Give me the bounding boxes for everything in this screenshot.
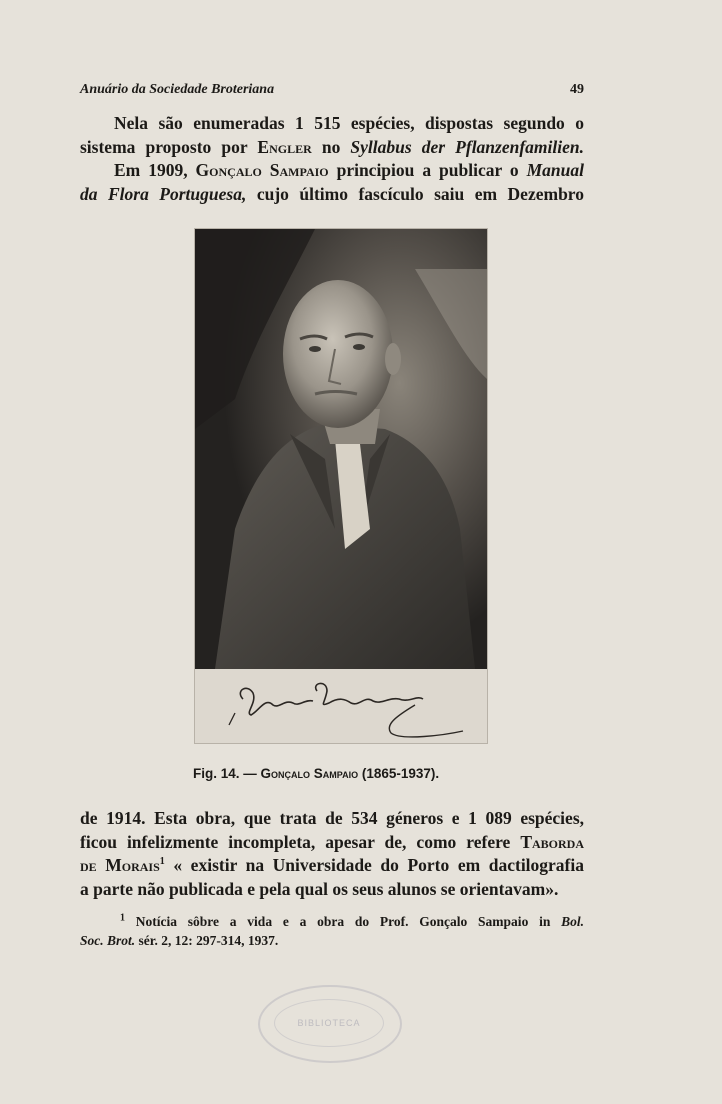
journal-abbrev: Bol. [561, 914, 584, 929]
text-span: no [311, 136, 351, 157]
handwritten-signature [195, 669, 487, 743]
portrait-figure [194, 228, 488, 744]
footnote-line [80, 912, 584, 931]
text-span: principiou a publicar o [328, 160, 527, 180]
text-line [80, 136, 584, 160]
portrait-illustration [195, 229, 487, 669]
library-stamp [258, 985, 402, 1063]
signature-area [195, 669, 487, 743]
text-span: : 297-314, 1937. [188, 933, 279, 948]
book-title-syllabus: Syllabus der Pflanzenfamilien. [350, 136, 585, 157]
text-line: a parte não publicada e pela qual os seus alunos se orientavam». [80, 878, 559, 899]
footnote-number: 1 [120, 912, 125, 924]
caption-prefix: Fig. 14. — [193, 766, 261, 781]
caption-name: Gonçalo Sampaio [260, 766, 359, 781]
volume-number: 12 [174, 933, 189, 948]
text-line [80, 854, 584, 878]
text-span: Em 1909, [114, 160, 196, 180]
text-span: sér. 2, [135, 933, 175, 948]
text-line [80, 159, 584, 183]
page-number: 49 [570, 82, 584, 97]
footnote [80, 912, 584, 950]
footnote-line [80, 931, 584, 950]
text-span: Notícia sôbre a vida e a obra do Prof. Gonçalo Sampaio in [125, 914, 562, 929]
text-span: cujo último fascículo saiu em Dezembro [246, 183, 584, 204]
paragraph-top [80, 112, 584, 206]
text-line [80, 183, 584, 207]
text-line: de 1914. Esta obra, que trata de 534 géneros e 1 089 espécies, [80, 808, 584, 828]
footnote-ref: 1 [159, 856, 165, 868]
book-title-flora: da Flora Portuguesa, [80, 183, 247, 204]
portrait-photo [195, 229, 487, 669]
author-morais: de Morais [80, 855, 160, 875]
author-engler: Engler [257, 136, 312, 157]
journal-title: Anuário da Sociedade Broteriana [80, 82, 275, 97]
text-line [80, 831, 584, 855]
figure-caption [193, 766, 439, 781]
text-span: sistema proposto por [80, 136, 258, 157]
book-title-manual: Manual [526, 160, 584, 180]
journal-abbrev: Soc. Brot. [80, 933, 136, 948]
text-line: Nela são enumeradas 1 515 espécies, dispostas segundo o [114, 113, 584, 133]
paragraph-bottom [80, 807, 584, 901]
text-span: « existir na Universidade do Porto em dactilografia [164, 855, 584, 875]
text-span: ficou infelizmente incompleta, apesar de, como refere [80, 831, 521, 852]
running-header [80, 82, 584, 98]
stamp-inner: BIBLIOTECA [274, 999, 384, 1047]
author-taborda: Taborda [520, 831, 584, 852]
author-sampaio: Gonçalo Sampaio [195, 160, 329, 180]
caption-years: (1865-1937). [358, 766, 440, 781]
